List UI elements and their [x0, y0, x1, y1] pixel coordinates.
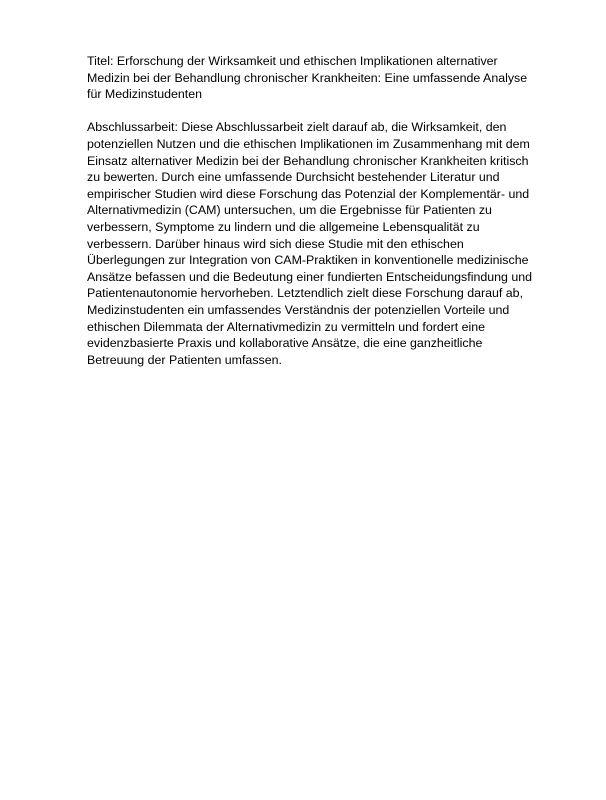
abstract-line: potenziellen Nutzen und die ethischen Implikationen im Zusammenhang mit dem: [87, 136, 530, 151]
abstract-line: Patientenautonomie hervorheben. Letztendlich zielt diese Forschung darauf ab,: [87, 286, 524, 301]
title-line: Medizin bei der Behandlung chronischer Krankheiten: Eine umfassende Analyse: [87, 70, 528, 85]
document-body: [87, 53, 557, 368]
abstract-line: Betreuung der Patienten umfassen.: [87, 352, 282, 367]
document-abstract: [87, 119, 557, 368]
abstract-line: Abschlussarbeit: Diese Abschlussarbeit zielt darauf ab, die Wirksamkeit, den: [87, 120, 507, 135]
abstract-line: Überlegungen zur Integration von CAM-Praktiken in konventionelle medizinische: [87, 253, 529, 268]
abstract-line: empirischer Studien wird diese Forschung das Potenzial der Komplementär- und: [87, 186, 530, 201]
abstract-line: Medizinstudenten ein umfassendes Verständnis der potenziellen Vorteile und: [87, 302, 510, 317]
abstract-line: evidenzbasierte Praxis und kollaborative Ansätze, die eine ganzheitliche: [87, 336, 483, 351]
document-title: [87, 53, 557, 103]
abstract-line: verbessern, Symptome zu lindern und die allgemeine Lebensqualität zu: [87, 219, 480, 234]
abstract-line: ethischen Dilemmata der Alternativmedizin zu vermitteln und fordert eine: [87, 319, 486, 334]
abstract-line: Alternativmedizin (CAM) untersuchen, um die Ergebnisse für Patienten zu: [87, 203, 492, 218]
abstract-line: zu bewerten. Durch eine umfassende Durchsicht bestehender Literatur und: [87, 170, 500, 185]
abstract-line: Ansätze befassen und die Bedeutung einer fundierten Entscheidungsfindung und: [87, 269, 533, 284]
title-line: für Medizinstudenten: [87, 87, 203, 102]
abstract-line: verbessern. Darüber hinaus wird sich diese Studie mit den ethischen: [87, 236, 464, 251]
title-line: Titel: Erforschung der Wirksamkeit und ethischen Implikationen alternativer: [87, 54, 498, 68]
abstract-line: Einsatz alternativer Medizin bei der Behandlung chronischer Krankheiten kritisch: [87, 153, 529, 168]
